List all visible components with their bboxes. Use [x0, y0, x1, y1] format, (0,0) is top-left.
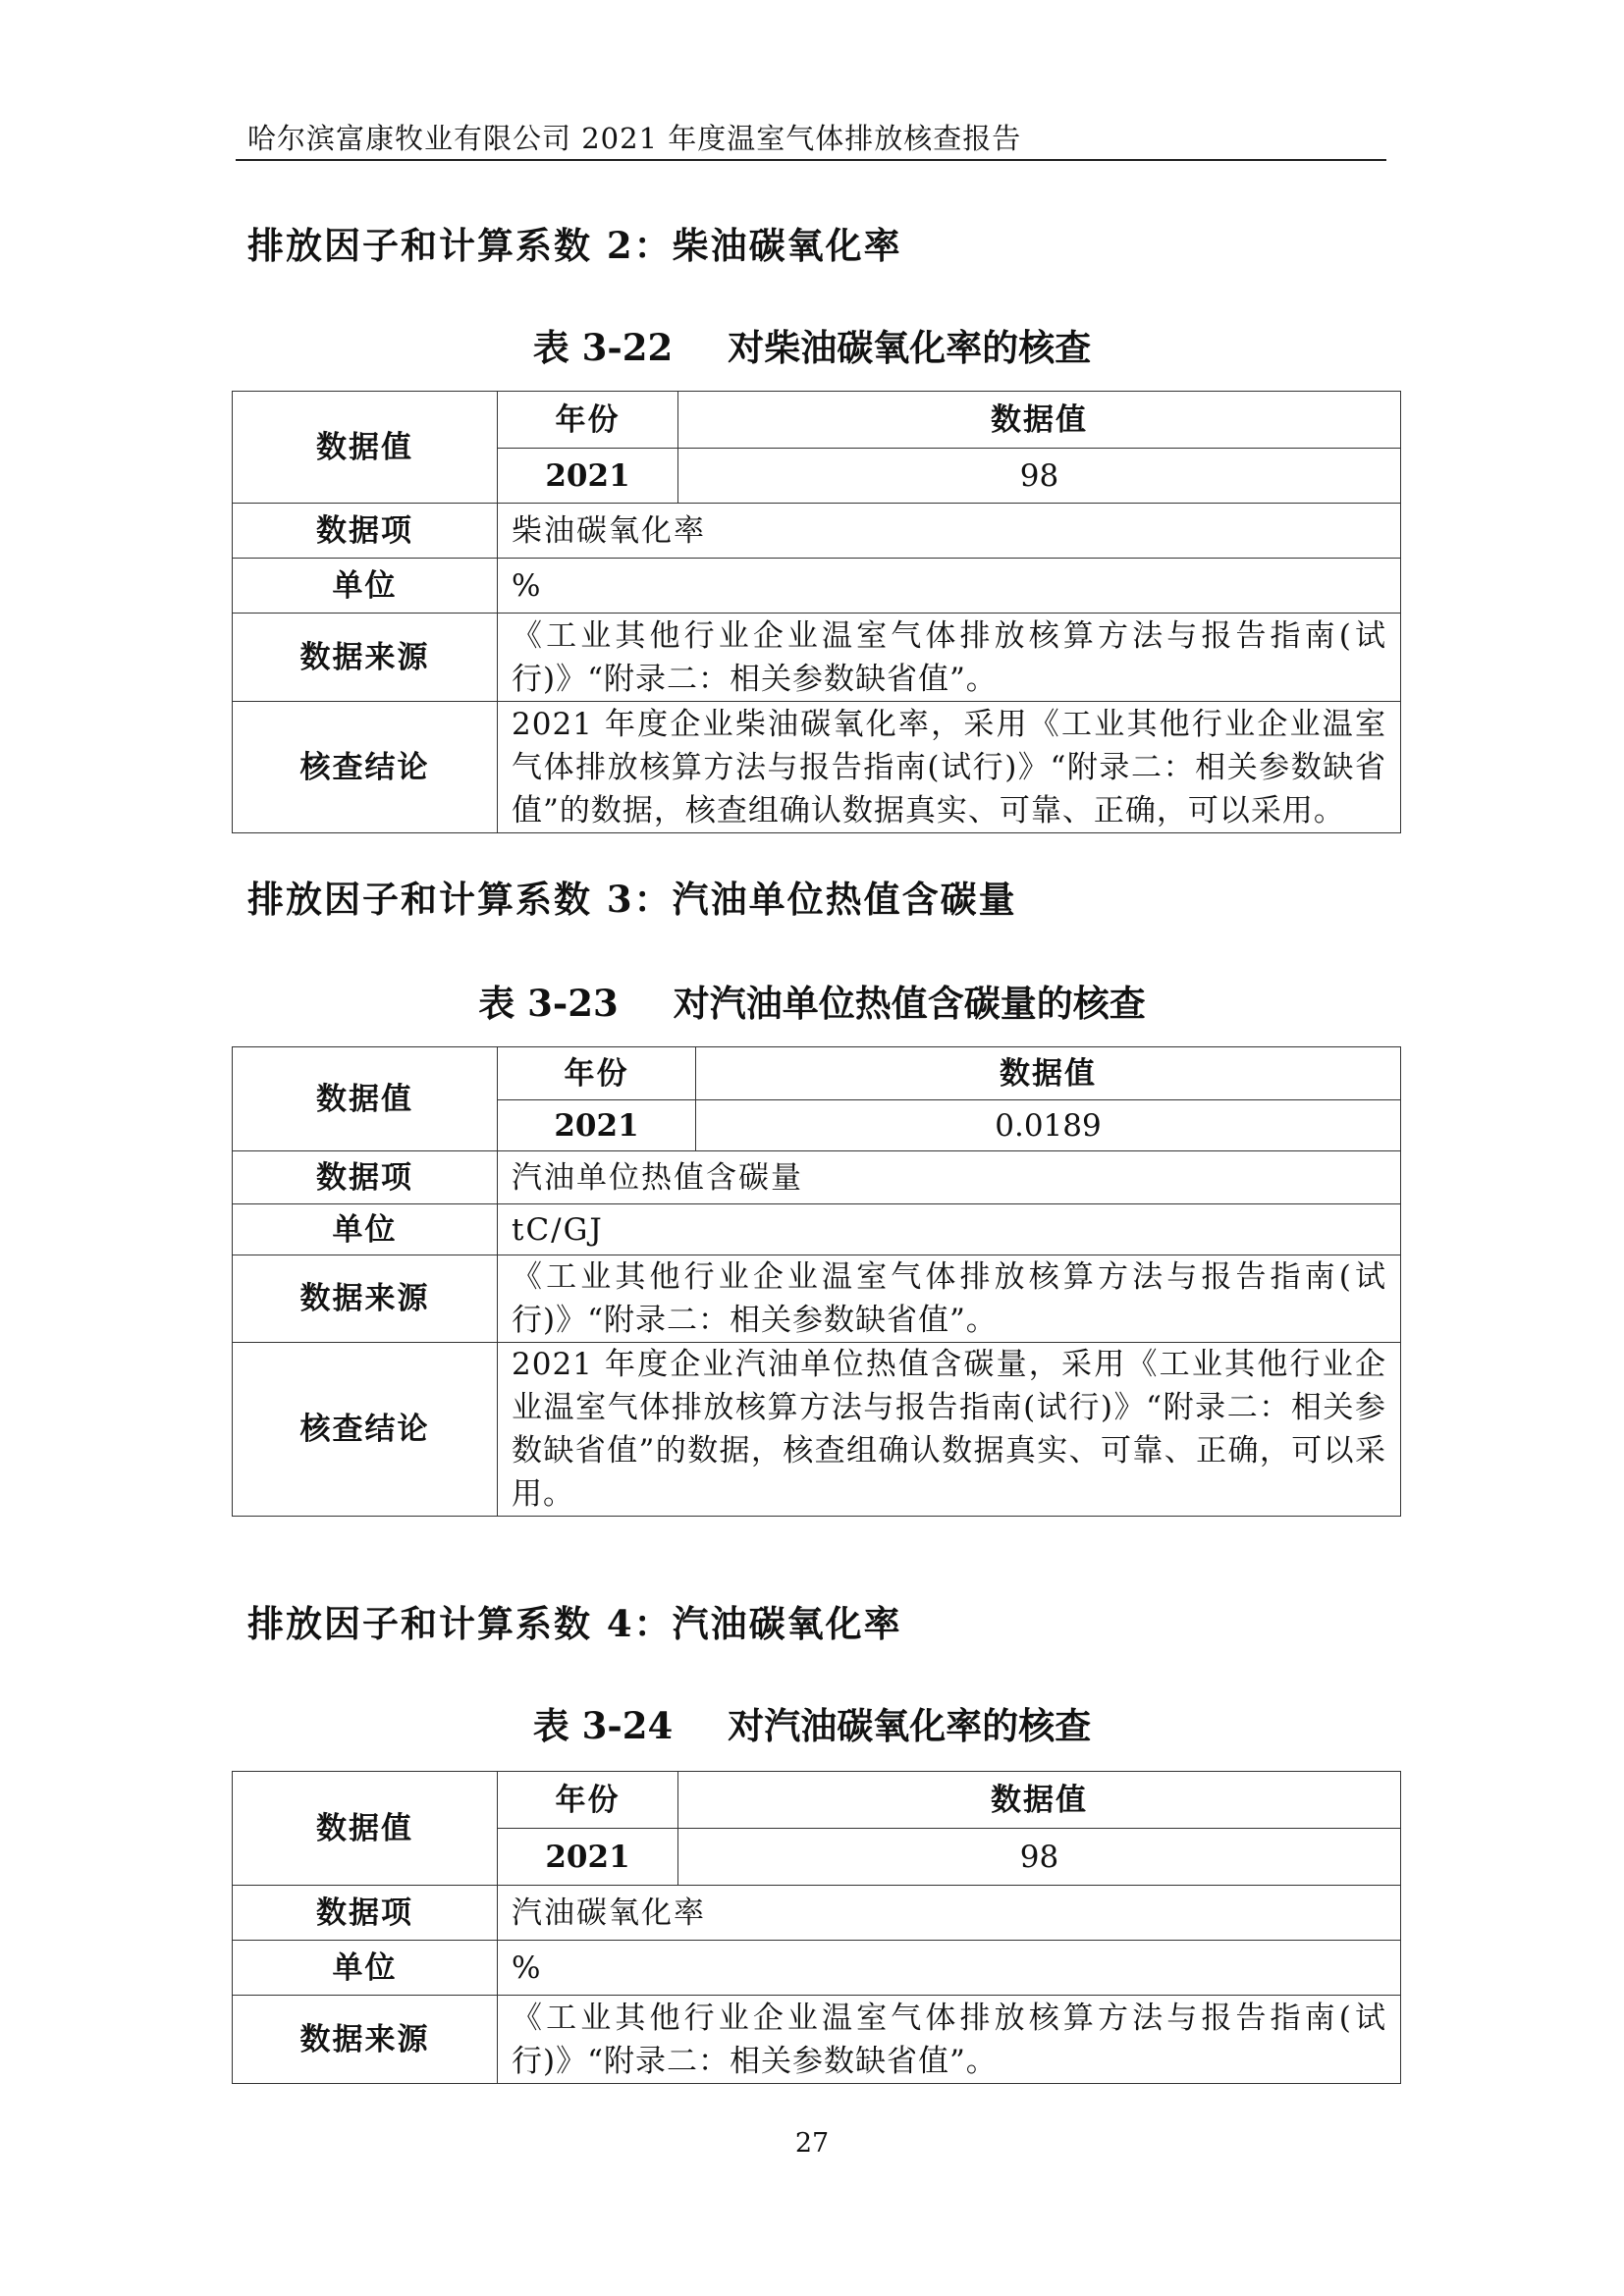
year-header: 年份 [498, 392, 678, 449]
source-cell: 《工业其他行业企业温室气体排放核算方法与报告指南(试行)》“附录二：相关参数缺省值”。 [498, 1996, 1401, 2084]
conclusion-cell: 2021 年度企业柴油碳氧化率，采用《工业其他行业企业温室气体排放核算方法与报告指南(试行)》“附录二：相关参数缺省值”的数据，核查组确认数据真实、可靠、正确，可以采用。 [498, 702, 1401, 833]
table-3-24 [232, 1771, 1401, 2084]
conclusion-label: 核查结论 [233, 1343, 498, 1517]
section-heading-2: 排放因子和计算系数 2：柴油碳氧化率 [247, 224, 902, 267]
unit-cell: % [498, 1941, 1401, 1996]
source-label: 数据来源 [233, 1255, 498, 1343]
table-caption-number: 表 3-22 [532, 326, 674, 369]
year-cell: 2021 [498, 1829, 678, 1886]
value-cell: 98 [678, 1829, 1401, 1886]
section-heading-4: 排放因子和计算系数 4：汽油碳氧化率 [247, 1602, 902, 1645]
source-label: 数据来源 [233, 1996, 498, 2084]
item-label: 数据项 [233, 1151, 498, 1204]
source-label: 数据来源 [233, 614, 498, 702]
page-number: 27 [794, 2128, 830, 2159]
value-header: 数据值 [678, 1772, 1401, 1829]
table-caption-number: 表 3-24 [532, 1704, 674, 1747]
value-cell: 0.0189 [696, 1100, 1401, 1151]
conclusion-label: 核查结论 [233, 702, 498, 833]
unit-label: 单位 [233, 1941, 498, 1996]
item-cell: 汽油碳氧化率 [498, 1886, 1401, 1941]
table-3-22 [232, 391, 1401, 833]
table-caption-number: 表 3-23 [478, 982, 619, 1025]
unit-label: 单位 [233, 559, 498, 614]
year-header: 年份 [498, 1047, 696, 1100]
table-3-23 [232, 1046, 1401, 1517]
page-header: 哈尔滨富康牧业有限公司 2021 年度温室气体排放核查报告 [247, 122, 1022, 155]
year-cell: 2021 [498, 1100, 696, 1151]
year-header: 年份 [498, 1772, 678, 1829]
header-rule [236, 159, 1386, 161]
table-caption-3-24 [0, 1702, 1624, 1749]
item-label: 数据项 [233, 1886, 498, 1941]
table-caption-3-22 [0, 324, 1624, 371]
unit-cell: % [498, 559, 1401, 614]
year-cell: 2021 [498, 449, 678, 504]
item-cell: 柴油碳氧化率 [498, 504, 1401, 559]
unit-cell: tC/GJ [498, 1204, 1401, 1255]
table-caption-title: 对汽油碳氧化率的核查 [728, 1704, 1092, 1747]
data-value-label: 数据值 [233, 1047, 498, 1151]
table-caption-title: 对汽油单位热值含碳量的核查 [673, 982, 1146, 1025]
unit-label: 单位 [233, 1204, 498, 1255]
section-heading-3: 排放因子和计算系数 3：汽油单位热值含碳量 [247, 878, 1017, 921]
item-label: 数据项 [233, 504, 498, 559]
table-caption-title: 对柴油碳氧化率的核查 [728, 326, 1092, 369]
data-value-label: 数据值 [233, 1772, 498, 1886]
data-value-label: 数据值 [233, 392, 498, 504]
item-cell: 汽油单位热值含碳量 [498, 1151, 1401, 1204]
source-cell: 《工业其他行业企业温室气体排放核算方法与报告指南(试行)》“附录二：相关参数缺省值”。 [498, 614, 1401, 702]
value-header: 数据值 [696, 1047, 1401, 1100]
value-cell: 98 [678, 449, 1401, 504]
source-cell: 《工业其他行业企业温室气体排放核算方法与报告指南(试行)》“附录二：相关参数缺省值”。 [498, 1255, 1401, 1343]
conclusion-cell: 2021 年度企业汽油单位热值含碳量，采用《工业其他行业企业温室气体排放核算方法与报告指南(试行)》“附录二：相关参数缺省值”的数据，核查组确认数据真实、可靠、正确，可以采用。 [498, 1343, 1401, 1517]
table-caption-3-23 [0, 980, 1624, 1027]
value-header: 数据值 [678, 392, 1401, 449]
